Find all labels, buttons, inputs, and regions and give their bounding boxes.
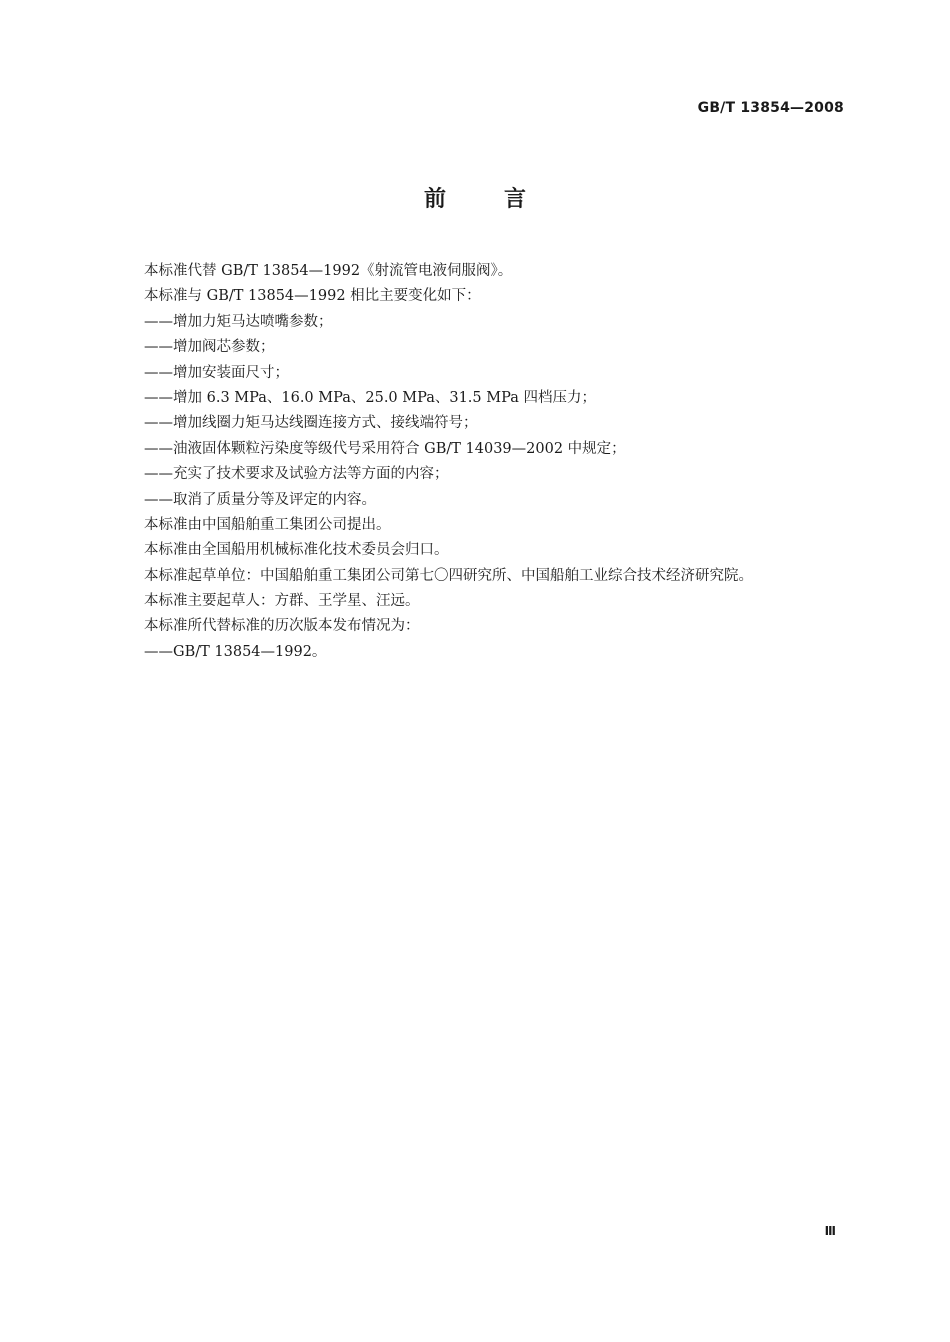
paragraph-drafting-units: 本标准起草单位：中国船舶重工集团公司第七〇四研究所、中国船舶工业综合技术经济研究院。	[144, 567, 753, 584]
list-item-change: ——油液固体颗粒污染度等级代号采用符合 GB/T 14039—2002 中规定；	[144, 440, 626, 457]
foreword-body	[144, 259, 864, 665]
list-item-change: ——增加力矩马达喷嘴参数；	[144, 313, 333, 330]
list-item-change: ——取消了质量分等及评定的内容。	[144, 491, 376, 508]
paragraph-previous-editions: 本标准所代替标准的历次版本发布情况为：	[144, 618, 420, 635]
list-item-change: ——增加线圈力矩马达线圈连接方式、接线端符号；	[144, 415, 478, 432]
page-number: Ⅲ	[824, 1224, 836, 1238]
list-item-change: ——增加 6.3 MPa、16.0 MPa、25.0 MPa、31.5 MPa 四档压力；	[144, 389, 596, 406]
paragraph-under-jurisdiction: 本标准由全国船用机械标准化技术委员会归口。	[144, 542, 449, 559]
list-item-previous-edition: ——GB/T 13854—1992。	[144, 643, 327, 660]
list-item-change: ——增加阀芯参数；	[144, 339, 275, 356]
list-item-change: ——充实了技术要求及试验方法等方面的内容；	[144, 466, 449, 483]
standard-code: GB/T 13854—2008	[697, 100, 844, 116]
paragraph-drafters: 本标准主要起草人：方群、王学星、汪远。	[144, 593, 420, 610]
paragraph-changes-intro: 本标准与 GB/T 13854—1992 相比主要变化如下：	[144, 288, 481, 305]
page-title: 前言	[423, 187, 584, 212]
paragraph-proposed-by: 本标准由中国船舶重工集团公司提出。	[144, 516, 391, 533]
paragraph-replaces: 本标准代替 GB/T 13854—1992《射流管电液伺服阀》。	[144, 263, 513, 279]
list-item-change: ——增加安装面尺寸；	[144, 364, 289, 381]
